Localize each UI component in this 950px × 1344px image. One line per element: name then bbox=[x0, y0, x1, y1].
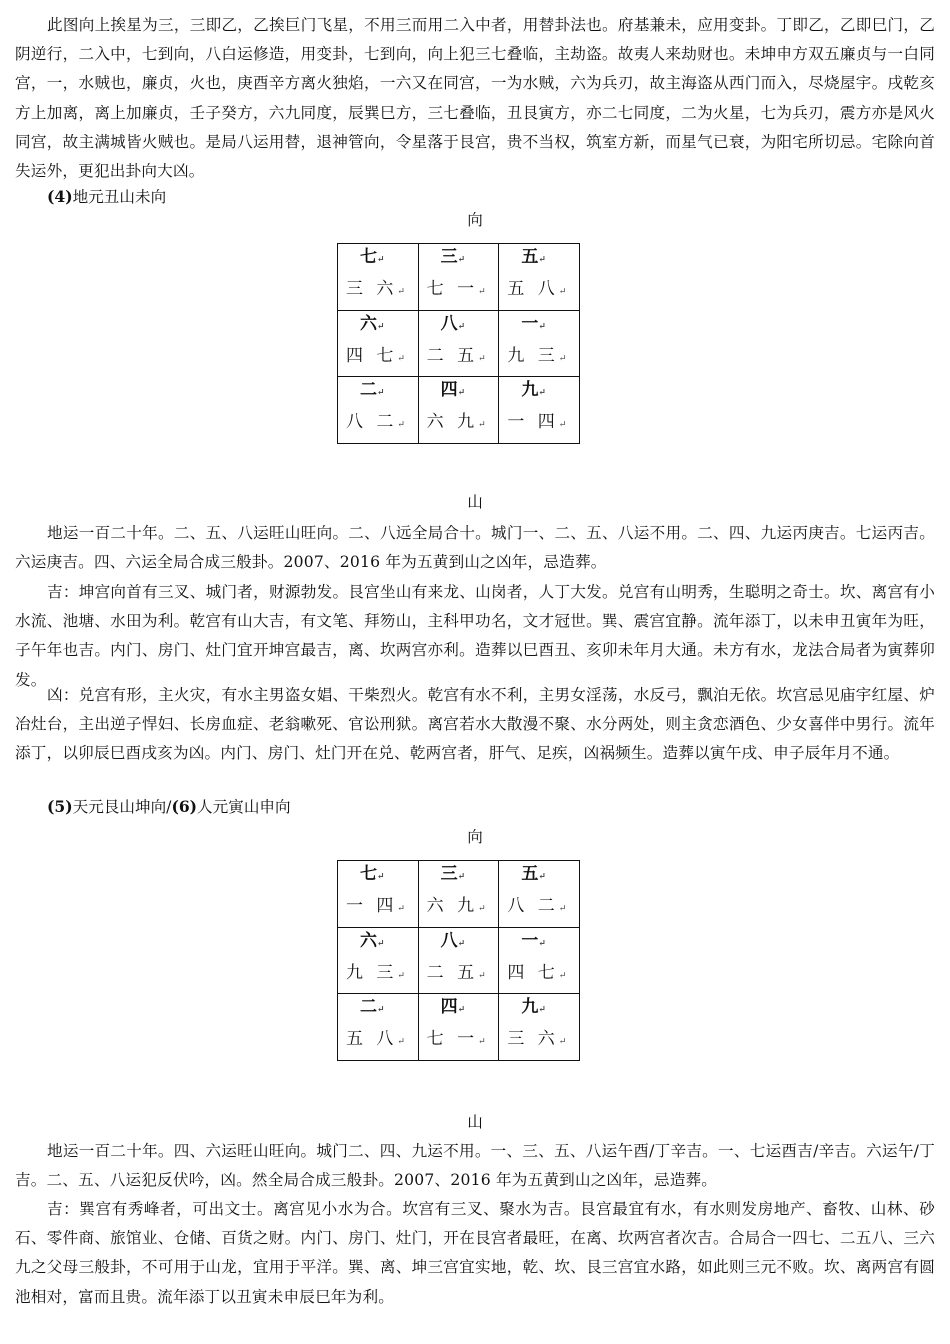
period-star-digit: 六 bbox=[360, 313, 377, 334]
period-star bbox=[499, 311, 579, 338]
grid-cell bbox=[338, 377, 419, 444]
period-star bbox=[419, 994, 499, 1021]
mountain-water-stars bbox=[499, 961, 579, 988]
period-star bbox=[338, 994, 418, 1021]
return-mark: ↵ bbox=[558, 420, 567, 431]
mountain-water-stars bbox=[419, 344, 499, 371]
period-star-digit: 九 bbox=[521, 380, 539, 401]
grid-cell bbox=[338, 994, 419, 1061]
return-mark: ↵ bbox=[558, 970, 567, 981]
mountain-star: 六 bbox=[426, 896, 448, 916]
mountain-water-stars bbox=[338, 894, 418, 921]
return-mark: ↵ bbox=[538, 938, 546, 949]
mountain-star: 七 bbox=[426, 279, 448, 299]
grid-cell bbox=[499, 310, 580, 377]
mountain-water-stars bbox=[419, 410, 499, 437]
return-mark: ↵ bbox=[377, 321, 385, 332]
section-number: (6) bbox=[171, 797, 198, 816]
return-mark: ↵ bbox=[377, 255, 385, 265]
mountain-star: 一 bbox=[346, 896, 367, 916]
period-star-digit: 七 bbox=[360, 247, 377, 267]
return-mark: ↵ bbox=[538, 388, 546, 399]
mountain-star: 八 bbox=[346, 412, 367, 433]
section-title: 天元艮山坤向/ bbox=[72, 798, 172, 816]
paragraph-auspicious-4: 吉：坤宫向首有三叉、城门者，财源勃发。艮宫坐山有来龙、山岗者，人丁大发。兑宫有山明秀，生聪明之奇士。坎、离宫有小水流、池塘、水田为利。乾宫有山大吉，有文笔、拜笏山，主科甲功名，文才冠世。巽、震宫宜静。流年添丁，以未申丑寅年为旺，子午年也吉。内门、房门、灶门宜开坤宫最吉，离、坎两宫亦利。造葬以巳酉丑、亥卯未年月大通。未方有水，龙法合局者为寅葬卯发。 bbox=[15, 583, 935, 689]
water-star: 四 bbox=[376, 896, 398, 916]
grid-cell bbox=[418, 377, 499, 444]
return-mark: ↵ bbox=[377, 938, 385, 949]
facing-label: 向 bbox=[467, 211, 483, 229]
flying-star-grid-2 bbox=[337, 860, 580, 1061]
period-star bbox=[338, 861, 418, 888]
grid-cell bbox=[499, 861, 580, 928]
grid-row bbox=[338, 927, 580, 994]
period-star-digit: 二 bbox=[360, 997, 377, 1018]
mountain-star: 五 bbox=[346, 1029, 367, 1050]
facing-label: 向 bbox=[467, 828, 483, 846]
return-mark: ↵ bbox=[478, 1037, 486, 1048]
section-title: 人元寅山申向 bbox=[197, 798, 291, 816]
return-mark: ↵ bbox=[457, 938, 466, 949]
return-mark: ↵ bbox=[397, 1037, 405, 1048]
mountain-star: 二 bbox=[426, 345, 448, 366]
water-star: 五 bbox=[457, 345, 479, 366]
mountain-water-stars bbox=[338, 961, 418, 988]
period-star-digit: 八 bbox=[440, 930, 458, 951]
water-star: 九 bbox=[457, 412, 479, 433]
mountain-water-stars bbox=[499, 894, 579, 921]
grid-cell bbox=[499, 927, 580, 994]
period-star-digit: 三 bbox=[440, 247, 458, 267]
mountain-water-stars bbox=[499, 410, 579, 437]
grid-cell bbox=[338, 310, 419, 377]
sitting-label: 山 bbox=[467, 1113, 483, 1131]
grid-row bbox=[338, 310, 580, 377]
grid-cell bbox=[418, 244, 499, 311]
return-mark: ↵ bbox=[397, 287, 405, 297]
grid-cell bbox=[418, 994, 499, 1061]
period-star-digit: 一 bbox=[521, 313, 539, 334]
return-mark: ↵ bbox=[558, 287, 567, 297]
mountain-water-stars bbox=[338, 1027, 418, 1054]
return-mark: ↵ bbox=[558, 904, 567, 914]
water-star: 七 bbox=[376, 345, 398, 366]
period-star bbox=[499, 377, 579, 404]
period-star-digit: 六 bbox=[360, 930, 377, 951]
grid-row bbox=[338, 861, 580, 928]
period-star bbox=[419, 928, 499, 955]
mountain-water-stars bbox=[499, 1027, 579, 1054]
period-star bbox=[499, 244, 579, 271]
paragraph-inauspicious-4: 凶：兑宫有形，主火灾，有水主男盗女娼、干柴烈火。乾宫有水不利，主男女淫荡，水反弓，飘泊无依。坎宫忌见庙宇红屋、炉冶灶台，主出逆子悍妇、长房血症、老翁嗽死、官讼刑狱。离宫若水大散漫不聚、水分两处，则主贪恋酒色、少女喜伴中男行。流年添丁，以卯辰巳酉戌亥为凶。内门、房门、灶门开在兑、乾两宫者，肝气、足疾，凶祸频生。造葬以寅午戌、申子辰年月不通。 bbox=[15, 686, 935, 763]
mountain-star: 三 bbox=[346, 279, 367, 299]
section-number: (4) bbox=[47, 187, 73, 206]
return-mark: ↵ bbox=[457, 872, 466, 882]
paragraph-period-4: 地运一百二十年。二、五、八运旺山旺向。二、八远全局合十。城门一、二、五、八运不用。二、四、九运丙庚吉。七运丙吉。六运庚吉。四、六运全局合成三般卦。2007、2016 年为五黄到山之凶年，忌造葬。 bbox=[15, 524, 935, 572]
grid-row bbox=[338, 244, 580, 311]
return-mark: ↵ bbox=[478, 353, 486, 364]
return-mark: ↵ bbox=[478, 287, 486, 297]
return-mark: ↵ bbox=[377, 1005, 385, 1016]
period-star-digit: 四 bbox=[440, 380, 458, 401]
water-star: 九 bbox=[457, 896, 479, 916]
sitting-label: 山 bbox=[467, 493, 483, 511]
mountain-water-stars bbox=[419, 277, 499, 304]
grid-cell bbox=[418, 927, 499, 994]
paragraph-auspicious-5: 吉：巽宫有秀峰者，可出文士。离宫见小水为合。坎宫有三叉、聚水为吉。艮宫最宜有水，有水则发房地产、畜牧、山林、砂石、零件商、旅馆业、仓储、百货之财。内门、房门、灶门，开在艮宫者最旺，在离、坎两宫者次吉。合局合一四七、二五八、三六九之父母三般卦，不可用于山龙，宜用于平洋。巽、离、坤三宫宜实地，乾、坎、艮三宫宜水路，如此则三元不败。坎、离两宫有圆池相对，富而且贵。流年添丁以丑寅未申辰巳年为利。 bbox=[15, 1200, 935, 1306]
mountain-water-stars bbox=[338, 344, 418, 371]
period-star-digit: 八 bbox=[440, 313, 458, 334]
mountain-star: 一 bbox=[507, 412, 529, 433]
grid-row bbox=[338, 994, 580, 1061]
period-star-digit: 二 bbox=[360, 380, 377, 401]
return-mark: ↵ bbox=[478, 904, 486, 914]
return-mark: ↵ bbox=[397, 353, 405, 364]
water-star: 七 bbox=[537, 962, 559, 983]
mountain-star: 七 bbox=[426, 1029, 448, 1050]
mountain-water-stars bbox=[499, 277, 579, 304]
period-star bbox=[499, 861, 579, 888]
water-star: 五 bbox=[457, 962, 479, 983]
return-mark: ↵ bbox=[377, 872, 385, 882]
return-mark: ↵ bbox=[538, 872, 546, 882]
return-mark: ↵ bbox=[538, 255, 546, 265]
mountain-star: 五 bbox=[507, 279, 529, 299]
water-star: 六 bbox=[537, 1029, 559, 1050]
return-mark: ↵ bbox=[538, 321, 546, 332]
section-number: (5) bbox=[47, 797, 73, 816]
mountain-water-stars bbox=[419, 894, 499, 921]
grid-row bbox=[338, 377, 580, 444]
paragraph-period-5: 地运一百二十年。四、六运旺山旺向。城门二、四、九运不用。一、三、五、八运午酉/丁辛吉。一、七运酉吉/辛吉。六运午/丁吉。二、五、八运犯反伏吟，凶。然全局合成三般卦。2007、2016 年为五黄到山之凶年，忌造葬。 bbox=[15, 1142, 935, 1190]
grid-cell bbox=[338, 861, 419, 928]
return-mark: ↵ bbox=[397, 420, 405, 431]
grid-cell bbox=[418, 310, 499, 377]
water-star: 二 bbox=[376, 412, 398, 433]
grid-cell bbox=[499, 244, 580, 311]
section-heading-5-6 bbox=[47, 795, 291, 817]
grid-cell bbox=[338, 927, 419, 994]
water-star: 一 bbox=[457, 1029, 479, 1050]
period-star bbox=[499, 928, 579, 955]
water-star: 一 bbox=[457, 279, 479, 299]
water-star: 六 bbox=[376, 279, 398, 299]
mountain-star: 三 bbox=[507, 1029, 529, 1050]
paragraph-intro: 此图向上挨星为三，三即乙，乙挨巨门飞星，不用三而用二入中者，用替卦法也。府基兼未，应用变卦。丁即乙，乙即巳门，乙阴逆行，二入中，七到向，八白运修造，用变卦，七到向，向上犯三七叠临，主劫盗。故夷人来劫财也。未坤申方双五廉贞与一白同宫，一，水贼也，廉贞，火也，庚酉辛方离火独焰，一六又在同宫，一为水贼，六为兵刃，故主海盗从西门而入，尽烧屋宇。戌乾亥方上加离，离上加廉贞，壬子癸方，六九同度，辰巽巳方，三七叠临，丑艮寅方，亦二七同度，二为火星，七为兵刃，震方亦是风火同宫，故主满城皆火贼也。是局八运用替，退神管向，令星落于艮宫，贵不当权，筑室方新，而星气已衰，为阳宅所切忌。宅除向首失运外，更犯出卦向大凶。 bbox=[15, 16, 935, 181]
section-title: 地元丑山未向 bbox=[72, 188, 167, 206]
period-star bbox=[419, 861, 499, 888]
return-mark: ↵ bbox=[558, 1037, 567, 1048]
period-star-digit: 九 bbox=[521, 997, 539, 1018]
mountain-star: 四 bbox=[507, 962, 529, 983]
return-mark: ↵ bbox=[538, 1005, 546, 1016]
water-star: 二 bbox=[537, 896, 559, 916]
water-star: 四 bbox=[537, 412, 559, 433]
mountain-water-stars bbox=[419, 961, 499, 988]
mountain-star: 四 bbox=[346, 345, 367, 366]
grid-cell bbox=[499, 377, 580, 444]
mountain-water-stars bbox=[419, 1027, 499, 1054]
flying-star-grid-1 bbox=[337, 243, 580, 444]
return-mark: ↵ bbox=[457, 255, 466, 265]
return-mark: ↵ bbox=[397, 970, 405, 981]
period-star bbox=[419, 311, 499, 338]
water-star: 八 bbox=[537, 279, 559, 299]
return-mark: ↵ bbox=[377, 388, 385, 399]
grid-cell bbox=[418, 861, 499, 928]
return-mark: ↵ bbox=[457, 388, 466, 399]
period-star bbox=[338, 311, 418, 338]
period-star-digit: 三 bbox=[440, 864, 458, 884]
period-star bbox=[338, 928, 418, 955]
mountain-water-stars bbox=[338, 410, 418, 437]
return-mark: ↵ bbox=[558, 353, 567, 364]
period-star bbox=[338, 244, 418, 271]
return-mark: ↵ bbox=[397, 904, 405, 914]
mountain-star: 九 bbox=[346, 962, 367, 983]
section-heading-4 bbox=[47, 185, 166, 207]
period-star bbox=[419, 244, 499, 271]
return-mark: ↵ bbox=[457, 321, 466, 332]
water-star: 三 bbox=[537, 345, 559, 366]
water-star: 八 bbox=[376, 1029, 398, 1050]
return-mark: ↵ bbox=[457, 1005, 466, 1016]
return-mark: ↵ bbox=[478, 970, 486, 981]
return-mark: ↵ bbox=[478, 420, 486, 431]
mountain-star: 六 bbox=[426, 412, 448, 433]
period-star-digit: 五 bbox=[521, 247, 539, 267]
mountain-water-stars bbox=[338, 277, 418, 304]
period-star-digit: 五 bbox=[521, 864, 539, 884]
mountain-star: 九 bbox=[507, 345, 529, 366]
period-star-digit: 四 bbox=[440, 997, 458, 1018]
period-star bbox=[419, 377, 499, 404]
grid-cell bbox=[499, 994, 580, 1061]
mountain-water-stars bbox=[499, 344, 579, 371]
period-star-digit: 七 bbox=[360, 864, 377, 884]
period-star-digit: 一 bbox=[521, 930, 539, 951]
period-star bbox=[499, 994, 579, 1021]
mountain-star: 八 bbox=[507, 896, 529, 916]
grid-cell bbox=[338, 244, 419, 311]
period-star bbox=[338, 377, 418, 404]
water-star: 三 bbox=[376, 962, 398, 983]
mountain-star: 二 bbox=[426, 962, 448, 983]
